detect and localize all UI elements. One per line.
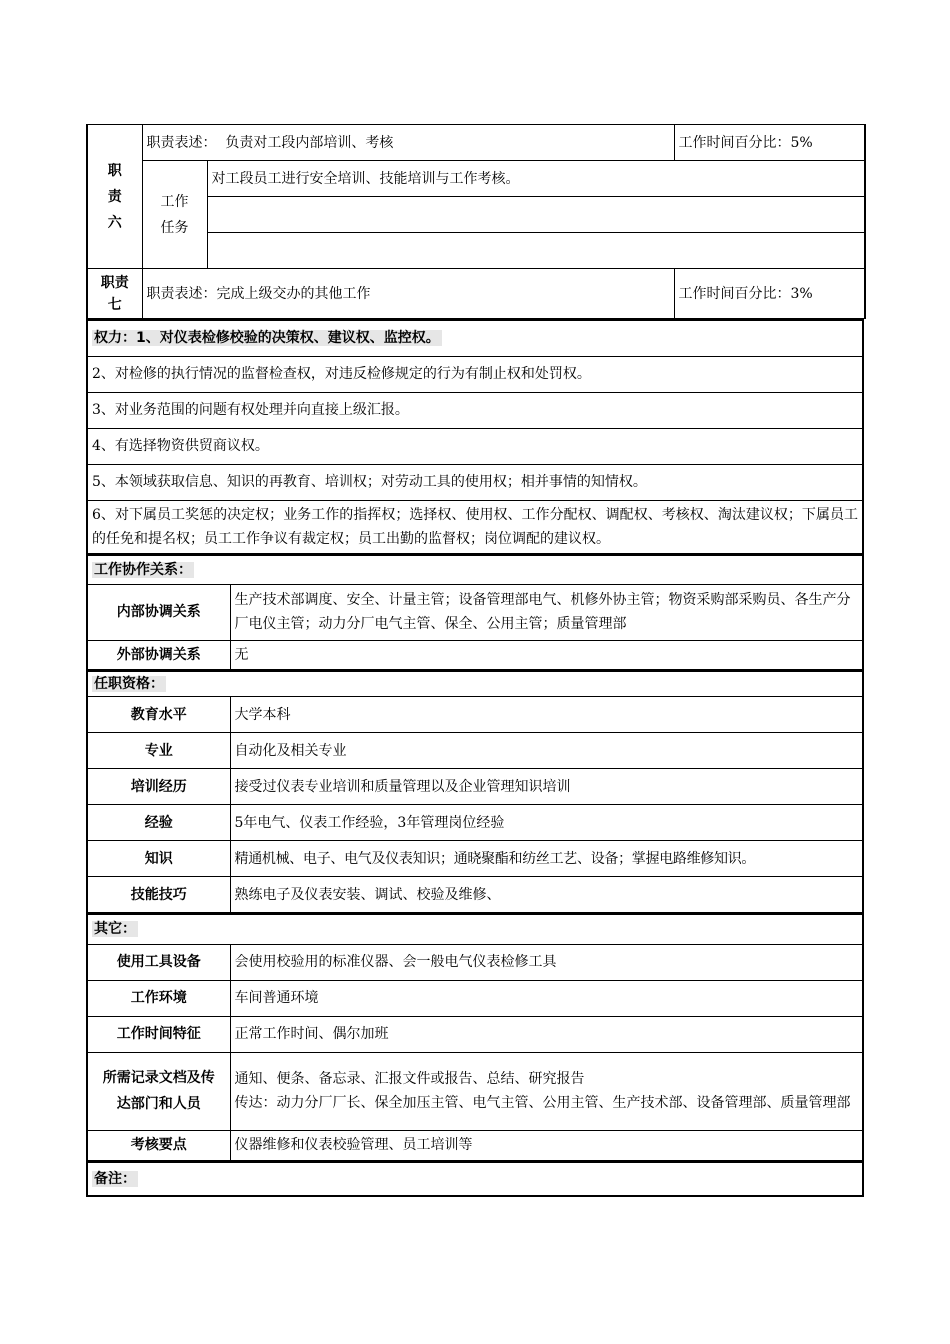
remarks-table: [86, 1161, 864, 1197]
records-line-1: 通知、便条、备忘录、汇报文件或报告、总结、研究报告: [234, 1071, 585, 1087]
external-coordination-value: 无: [230, 640, 863, 669]
qualification-label: 培训经历: [87, 769, 230, 805]
other-label: 使用工具设备: [87, 944, 230, 980]
authority-table: [86, 319, 864, 554]
duty7-percent: 工作时间百分比：3%: [674, 269, 865, 319]
authority-heading: 权力：1、对仪表检修校验的决策权、建议权、监控权。: [87, 320, 863, 356]
records-label: 所需记录文档及传达部门和人员: [87, 1052, 230, 1130]
duty6-task-3: [207, 233, 865, 269]
qualification-label: 知识: [87, 841, 230, 877]
duty6-label: 职责六: [87, 125, 142, 269]
duty6-percent: 工作时间百分比：5%: [674, 125, 865, 161]
assessment-label: 考核要点: [87, 1130, 230, 1160]
duty6-task-2: [207, 197, 865, 233]
qualification-label: 教育水平: [87, 697, 230, 733]
duties-table: [86, 124, 866, 319]
records-value: [230, 1052, 863, 1130]
qualification-table: [86, 670, 864, 914]
qualification-value: 大学本科: [230, 697, 863, 733]
duty6-description: 职责表述： 负责对工段内部培训、考核: [142, 125, 674, 161]
other-value: 车间普通环境: [230, 980, 863, 1016]
authority-item: 3、对业务范围的问题有权处理并向直接上级汇报。: [87, 392, 863, 428]
duty7-label: 职责七: [87, 269, 142, 319]
qualification-value: 熟练电子及仪表安装、调试、校验及维修、: [230, 877, 863, 913]
qualification-label: 技能技巧: [87, 877, 230, 913]
other-value: 正常工作时间、偶尔加班: [230, 1016, 863, 1052]
job-description-sheet: [86, 124, 864, 1197]
qualification-heading: 任职资格：: [87, 671, 863, 697]
qualification-value: 自动化及相关专业: [230, 733, 863, 769]
cooperation-table: [86, 554, 864, 670]
qualification-value: 5年电气、仪表工作经验，3年管理岗位经验: [230, 805, 863, 841]
authority-item: 6、对下属员工奖惩的决定权；业务工作的指挥权；选择权、使用权、工作分配权、调配权、考核权、淘汰建议权；下属员工的任免和提名权；员工工作争议有裁定权；员工出勤的监督权；岗位调配的建议权。: [87, 500, 863, 553]
authority-item: 4、有选择物资供贸商议权。: [87, 428, 863, 464]
qualification-label: 专业: [87, 733, 230, 769]
qualification-value: 接受过仪表专业培训和质量管理以及企业管理知识培训: [230, 769, 863, 805]
internal-coordination-value: 生产技术部调度、安全、计量主管；设备管理部电气、机修外协主管；物资采购部采购员、各生产分厂电仪主管；动力分厂电气主管、保全、公用主管；质量管理部: [230, 584, 863, 640]
other-heading: 其它：: [87, 914, 863, 944]
other-label: 工作时间特征: [87, 1016, 230, 1052]
duty7-description: 职责表述：完成上级交办的其他工作: [142, 269, 674, 319]
other-value: 会使用校验用的标准仪器、会一般电气仪表检修工具: [230, 944, 863, 980]
records-line-2: 传达：动力分厂厂长、保全加压主管、电气主管、公用主管、生产技术部、设备管理部、质量管理部: [234, 1095, 851, 1111]
other-table: [86, 913, 864, 1161]
authority-item: 5、本领域获取信息、知识的再教育、培训权；对劳动工具的使用权；相并事情的知情权。: [87, 464, 863, 500]
assessment-value: 仪器维修和仪表校验管理、员工培训等: [230, 1130, 863, 1160]
duty6-task-1: 对工段员工进行安全培训、技能培训与工作考核。: [207, 161, 865, 197]
other-label: 工作环境: [87, 980, 230, 1016]
remarks-heading: 备注：: [87, 1162, 863, 1196]
internal-coordination-label: 内部协调关系: [87, 584, 230, 640]
qualification-value: 精通机械、电子、电气及仪表知识；通晓聚酯和纺丝工艺、设备；掌握电路维修知识。: [230, 841, 863, 877]
duty6-task-label: 工作任务: [142, 161, 207, 269]
authority-item: 2、对检修的执行情况的监督检查权，对违反检修规定的行为有制止权和处罚权。: [87, 356, 863, 392]
qualification-label: 经验: [87, 805, 230, 841]
cooperation-heading: 工作协作关系：: [87, 555, 863, 585]
external-coordination-label: 外部协调关系: [87, 640, 230, 669]
